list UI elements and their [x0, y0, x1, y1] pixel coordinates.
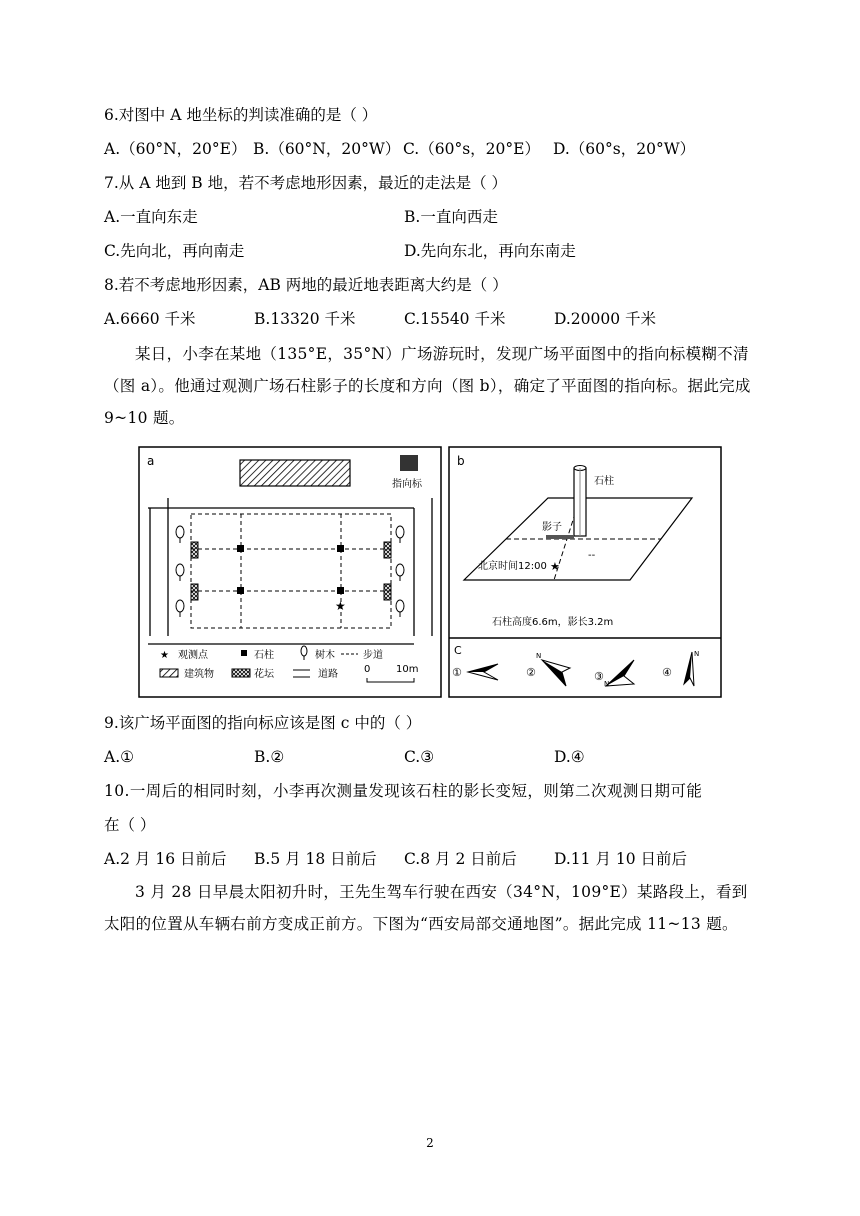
figure-b-label: b	[457, 454, 465, 468]
pillar-label: 石柱	[594, 476, 614, 487]
figure-c-label: C	[454, 644, 462, 657]
svg-text:步道: 步道	[363, 650, 383, 661]
q10-option-a: A.2 月 16 日前后	[104, 850, 227, 868]
page-number: 2	[426, 1136, 434, 1150]
q8-option-a: A.6660 千米	[104, 310, 196, 328]
svg-text:④: ④	[662, 666, 672, 679]
q7-option-b: B.一直向西走	[404, 208, 498, 226]
svg-text:②: ②	[526, 666, 536, 679]
q6-option-a: A.（60°N，20°E）	[104, 140, 247, 158]
q10-stem-line-2: 在（ ）	[104, 816, 156, 834]
svg-text:花坛: 花坛	[254, 669, 274, 680]
svg-text:0: 0	[364, 664, 371, 675]
q10-option-d: D.11 月 10 日前后	[554, 850, 688, 868]
dash-mark: --	[588, 550, 596, 561]
q10-option-b: B.5 月 18 日前后	[254, 850, 377, 868]
svg-text:N: N	[694, 650, 700, 658]
observer-star-icon: ★	[550, 560, 560, 573]
svg-text:★: ★	[160, 650, 169, 661]
q10-option-c: C.8 月 2 日前后	[404, 850, 517, 868]
q8-stem: 8.若不考虑地形因素，AB 两地的最近地表距离大约是（ ）	[104, 276, 508, 294]
q8-option-d: D.20000 千米	[554, 310, 657, 328]
shadow-label: 影子	[542, 522, 562, 533]
q9-option-d: D.④	[554, 748, 585, 766]
svg-text:N: N	[604, 680, 610, 688]
svg-text:建筑物: 建筑物	[184, 669, 214, 680]
figure-b-caption: 石柱高度6.6m，影长3.2m	[492, 617, 614, 628]
q6-option-c: C.（60°s，20°E）	[403, 140, 540, 158]
svg-text:观测点: 观测点	[178, 650, 208, 661]
q7-stem: 7.从 A 地到 B 地，若不考虑地形因素，最近的走法是（ ）	[104, 174, 508, 192]
svg-text:①: ①	[452, 666, 462, 679]
q9-option-b: B.②	[254, 748, 285, 766]
figure-a	[138, 446, 442, 698]
q9-option-c: C.③	[404, 748, 435, 766]
svg-text:石柱: 石柱	[254, 650, 274, 661]
q9-option-a: A.①	[104, 748, 135, 766]
blurred-compass-icon	[400, 455, 418, 471]
q6-option-d: D.（60°s，20°W）	[553, 140, 696, 158]
q7-option-c: C.先向北，再向南走	[104, 242, 245, 260]
q7-option-d: D.先向东北，再向东南走	[404, 242, 576, 260]
stone-pillar	[574, 466, 586, 537]
svg-text:10m: 10m	[396, 664, 419, 675]
compass-label: 指向标	[392, 479, 422, 490]
observation-star-icon: ★	[335, 599, 346, 613]
svg-text:③: ③	[594, 670, 604, 683]
q8-option-c: C.15540 千米	[404, 310, 506, 328]
q8-option-b: B.13320 千米	[254, 310, 356, 328]
q9-stem: 9.该广场平面图的指向标应该是图 c 中的（ ）	[104, 714, 422, 732]
passage-1: 某日，小李在某地（135°E，35°N）广场游玩时，发现广场平面图中的指向标模糊不清（图 a）。他通过观测广场石柱影子的长度和方向（图 b），确定了平面图的指向标。据此完成 9~10 题。	[104, 345, 751, 427]
svg-text:树木: 树木	[315, 650, 335, 661]
shadow	[546, 535, 574, 539]
svg-text:道路: 道路	[318, 669, 338, 680]
q6-option-b: B.（60°N，20°W）	[253, 140, 401, 158]
figure-a-label: a	[147, 454, 155, 468]
time-label: 北京时间12:00	[478, 561, 547, 572]
building	[240, 460, 350, 486]
q6-stem: 6.对图中 A 地坐标的判读准确的是（ ）	[104, 106, 378, 124]
passage-2: 3 月 28 日早晨太阳初升时，王先生驾车行驶在西安（34°N，109°E）某路段上，看到太阳的位置从车辆右前方变成正前方。下图为“西安局部交通地图”。据此完成 11~13 题。	[104, 883, 748, 933]
figure-b-c	[448, 446, 722, 698]
q7-option-a: A.一直向东走	[104, 208, 198, 226]
q10-stem-line-1: 10.一周后的相同时刻，小李再次测量发现该石柱的影长变短，则第二次观测日期可能	[104, 782, 703, 800]
svg-text:N: N	[536, 652, 542, 660]
